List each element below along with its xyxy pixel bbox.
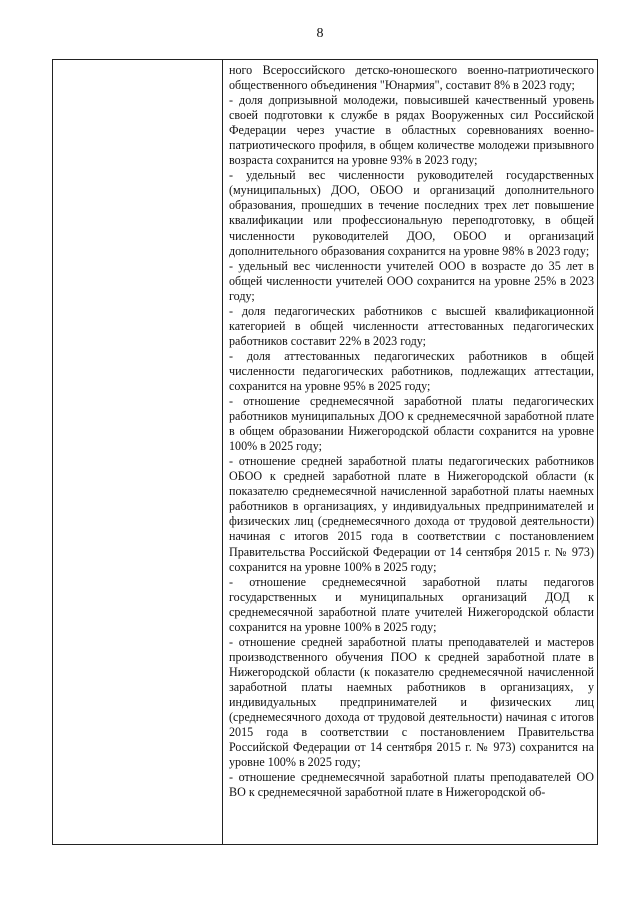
indicator-paragraph: - доля аттестованных педагогических работников в общей численности педагогических работников, подлежащих аттестации, сохранится на уровне 95% в 2025 году; xyxy=(229,348,594,393)
indicator-paragraph: - удельный вес численности руководителей государственных (муниципальных) ДОО, ОБОО и организаций дополнительного образования, прошедших в течение последних трех лет повышение квалификации или профессиональную переподготовку, в общей численности руководителей ДОО, ОБОО и организаций дополнительного образования сохранится на уровне 98% в 2023 году; xyxy=(229,168,594,258)
indicator-paragraph: - отношение среднемесячной заработной платы педагогических работников муниципальных ДОО к среднемесячной заработной плате в общем образовании Нижегородской области сохранится на уровне 100% в 2025 году; xyxy=(229,394,594,454)
indicator-paragraph: - доля допризывной молодежи, повысившей качественный уровень своей подготовки к службе в рядах Вооруженных сил Российской Федерации через участие в областных соревнованиях военно-патриотического профиля, в общем количестве молодежи призывного возраста сохранится на уровне 93% в 2023 году; xyxy=(229,93,594,168)
indicator-paragraph: - удельный вес численности учителей ООО в возрасте до 35 лет в общей численности учителей ООО сохранится на уровне 25% в 2023 году; xyxy=(229,258,594,303)
table-left-column xyxy=(53,60,223,844)
indicator-paragraph: - отношение средней заработной платы преподавателей и мастеров производственного обучения ПОО к средней заработной плате в Нижегородской области (к показателю среднемесячной начисленной заработной платы наемных работников в организациях, у индивидуальных предпринимателей и физических лиц (среднемесячного дохода от трудовой деятельности) начиная с итогов 2015 года в соответствии с постановлением Правительства Российской Федерации от 14 сентября 2015 г. № 973) сохранится на уровне 100% в 2025 году; xyxy=(229,634,594,770)
indicator-paragraph: - доля педагогических работников с высшей квалификационной категорией в общей численности аттестованных педагогических работников составит 22% в 2023 году; xyxy=(229,303,594,348)
table-right-column xyxy=(223,60,597,844)
page-number: 8 xyxy=(316,26,324,41)
content-table xyxy=(52,59,598,845)
indicator-paragraph: ного Всероссийского детско-юношеского военно-патриотического общественного объединения "Юнармия", составит 8% в 2023 году; xyxy=(229,63,594,93)
indicator-paragraph: - отношение среднемесячной заработной платы преподавателей ОО ВО к среднемесячной заработной плате в Нижегородской об- xyxy=(229,770,594,800)
indicator-paragraph: - отношение среднемесячной заработной платы педагогов государственных и муниципальных организаций ДОД к среднемесячной заработной плате учителей Нижегородской области сохранится на уровне 100% в 2025 году; xyxy=(229,574,594,634)
indicator-paragraph: - отношение средней заработной платы педагогических работников ОБОО к средней заработной плате в Нижегородской области (к показателю среднемесячной начисленной заработной платы наемных работников в организациях, у индивидуальных предпринимателей и физических лиц (среднемесячного дохода от трудовой деятельности) начиная с итогов 2015 года в соответствии с постановлением Правительства Российской Федерации от 14 сентября 2015 г. № 973) сохранится на уровне 100% в 2025 году; xyxy=(229,454,594,574)
